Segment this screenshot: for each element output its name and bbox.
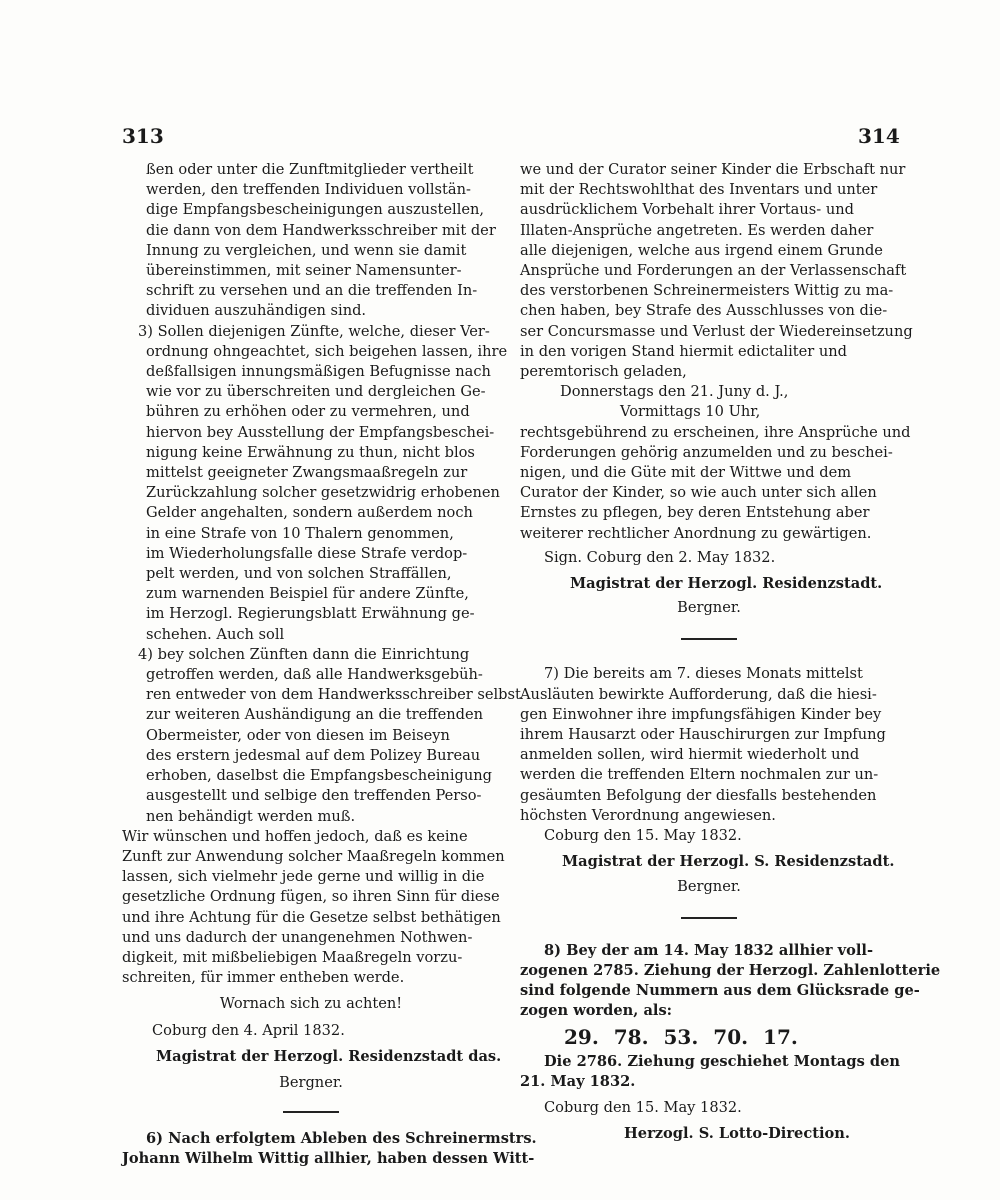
text-line: nigen, und die Güte mit der Wittwe und dem xyxy=(520,464,852,482)
paragraph-2-continuation xyxy=(122,160,500,322)
text-line: ordnung ohngeachtet, sich beigehen lassen, ihre xyxy=(146,342,508,360)
hearing-date: Donnerstags den 21. Juny d. J., xyxy=(560,383,789,401)
page-number-left: 313 xyxy=(122,124,164,148)
text-line: Gelder angehalten, sondern außerdem noch xyxy=(146,504,473,522)
lottery-numbers: 29. 78. 53. 70. 17. xyxy=(564,1024,798,1049)
text-line: zur weiteren Aushändigung an die treffenden xyxy=(146,706,483,724)
text-line: ren entweder von dem Handwerksschreiber selbst xyxy=(146,686,521,704)
text-line: rechtsgebührend zu erscheinen, ihre Ansprüche und xyxy=(520,423,911,441)
section-divider xyxy=(681,917,737,919)
text-line: mittelst geeigneter Zwangsmaaßregeln zur xyxy=(146,464,468,482)
text-line: gen Einwohner ihre impfungsfähigen Kinder bey xyxy=(520,705,882,723)
text-line: werden die treffenden Eltern nochmalen zur un- xyxy=(520,766,879,784)
text-line: zum warnenden Beispiel für andere Zünfte, xyxy=(146,585,469,603)
paragraph-4 xyxy=(122,645,521,827)
text-line: bühren zu erhöhen oder zu vermehren, und xyxy=(146,403,470,421)
closing-paragraph xyxy=(122,827,505,989)
text-line: hiervon bey Ausstellung der Empfangsbeschei- xyxy=(146,423,495,441)
dateline: Coburg den 4. April 1832. xyxy=(152,1021,345,1039)
text-line: im Wiederholungsfalle diese Strafe verdop- xyxy=(146,544,468,562)
authority-signature: Magistrat der Herzogl. Residenzstadt das. xyxy=(156,1047,502,1065)
section-divider xyxy=(283,1111,339,1113)
text-line: erhoben, daselbst die Empfangsbescheinigung xyxy=(146,767,492,785)
text-line: des verstorbenen Schreinermeisters Wittig zu ma- xyxy=(520,282,894,300)
text-line: ausgestellt und selbige den treffenden Perso- xyxy=(146,787,482,805)
text-line: Zunft zur Anwendung solcher Maaßregeln kommen xyxy=(122,847,505,865)
text-line: pelt werden, und von solchen Straffällen, xyxy=(146,565,452,583)
text-line: wie vor zu überschreiten und dergleichen Ge- xyxy=(146,383,486,401)
text-line: Forderungen gehörig anzumelden und zu beschei- xyxy=(520,443,893,461)
text-line: 3) Sollen diejenigen Zünfte, welche, dieser Ver- xyxy=(138,322,490,340)
text-line: sind folgende Nummern aus dem Glücksrade ge- xyxy=(520,982,920,1000)
text-line: 8) Bey der am 14. May 1832 allhier voll- xyxy=(544,941,874,959)
text-line: in den vorigen Stand hiermit edictaliter und xyxy=(520,342,848,360)
text-line: Zurückzahlung solcher gesetzwidrig erhobenen xyxy=(146,484,500,502)
text-line: schrift zu versehen und an die treffenden In- xyxy=(146,282,478,300)
paragraph-3 xyxy=(122,322,508,645)
text-line: deßfallsigen innungsmäßigen Befugnisse nach xyxy=(146,363,491,381)
text-line: nigung keine Erwähnung zu thun, nicht blos xyxy=(146,443,475,461)
dateline: Coburg den 15. May 1832. xyxy=(544,827,742,845)
text-line: Wir wünschen und hoffen jedoch, daß es keine xyxy=(122,827,468,845)
text-line: Johann Wilhelm Wittig allhier, haben dessen Witt- xyxy=(122,1150,535,1168)
next-drawing-note xyxy=(520,1052,898,1092)
text-line: Ansprüche und Forderungen an der Verlassenschaft xyxy=(520,262,907,280)
text-line: in eine Strafe von 10 Thalern genommen, xyxy=(146,524,454,542)
text-line: schehen. Auch soll xyxy=(146,625,285,643)
text-line: peremtorisch geladen, xyxy=(520,363,687,381)
text-line: 6) Nach erfolgtem Ableben des Schreinermstrs. xyxy=(146,1130,537,1148)
text-line: Innung zu vergleichen, und wenn sie damit xyxy=(146,241,467,259)
text-line: chen haben, bey Strafe des Ausschlusses von die- xyxy=(520,302,888,320)
paragraph-6-continuation xyxy=(520,160,913,382)
text-line: ihrem Hausarzt oder Hauschirurgen zur Impfung xyxy=(520,726,886,744)
text-line: im Herzogl. Regierungsblatt Erwähnung ge- xyxy=(146,605,475,623)
text-line: werden, den treffenden Individuen vollstän- xyxy=(146,181,471,199)
paragraph-7 xyxy=(520,664,898,826)
text-line: schreiten, für immer entheben werde. xyxy=(122,969,405,987)
text-line: übereinstimmen, mit seiner Namensunter- xyxy=(146,262,462,280)
text-line: des erstern jedesmal auf dem Polizey Bureau xyxy=(146,746,481,764)
right-column xyxy=(520,160,941,1144)
text-line: we und der Curator seiner Kinder die Erbschaft nur xyxy=(520,161,906,178)
hearing-time: Vormittags 10 Uhr, xyxy=(620,403,761,421)
dateline: Sign. Coburg den 2. May 1832. xyxy=(544,548,776,566)
text-line: dige Empfangsbescheinigungen auszustellen, xyxy=(146,201,485,219)
closing-formula: Wornach sich zu achten! xyxy=(219,995,403,1013)
text-line: 4) bey solchen Zünften dann die Einrichtung xyxy=(138,645,470,663)
text-line: und uns dadurch der unangenehmen Nothwen- xyxy=(122,928,473,946)
text-line: alle diejenigen, welche aus irgend einem Grunde xyxy=(520,241,883,259)
text-line: die dann von dem Handwerksschreiber mit der xyxy=(146,221,496,239)
text-line: getroffen werden, daß alle Handwerksgebüh- xyxy=(146,666,483,684)
paragraph-6-start xyxy=(122,1129,537,1169)
authority-signature: Magistrat der Herzogl. S. Residenzstadt. xyxy=(562,853,895,871)
text-line: 7) Die bereits am 7. dieses Monats mittelst xyxy=(544,665,863,683)
text-line: dividuen auszuhändigen sind. xyxy=(146,302,367,320)
text-line: ausdrücklichem Vorbehalt ihrer Vortaus- und xyxy=(520,201,854,219)
text-line: 21. May 1832. xyxy=(520,1072,636,1090)
text-line: mit der Rechtswohlthat des Inventars und unter xyxy=(520,181,878,199)
page-number-right: 314 xyxy=(858,124,900,148)
signer-name: Bergner. xyxy=(677,877,741,895)
text-line: Curator der Kinder, so wie auch unter sich allen xyxy=(520,484,877,502)
text-line: weiterer rechtlicher Anordnung zu gewärtigen. xyxy=(520,524,872,542)
text-line: lassen, sich vielmehr jede gerne und willig in die xyxy=(122,868,485,886)
text-line: Obermeister, oder von diesen im Beiseyn xyxy=(146,726,450,744)
text-line: Die 2786. Ziehung geschiehet Montags den xyxy=(544,1052,900,1070)
section-divider xyxy=(681,638,737,640)
signer-name: Bergner. xyxy=(677,599,741,617)
authority-signature: Herzogl. S. Lotto-Direction. xyxy=(624,1125,850,1143)
dateline: Coburg den 15. May 1832. xyxy=(544,1098,742,1116)
text-line: gesäumten Befolgung der diesfalls bestehenden xyxy=(520,786,877,804)
paragraph-6-summons xyxy=(520,423,911,544)
text-line: anmelden sollen, wird hiermit wiederholt und xyxy=(520,746,860,764)
text-line: nen behändigt werden muß. xyxy=(146,807,356,825)
text-line: ßen oder unter die Zunftmitglieder vertheilt xyxy=(146,161,474,178)
left-column xyxy=(122,160,537,1170)
text-line: Ernstes zu pflegen, bey deren Entstehung aber xyxy=(520,504,870,522)
text-line: höchsten Verordnung angewiesen. xyxy=(520,806,776,824)
authority-signature: Magistrat der Herzogl. Residenzstadt. xyxy=(570,575,883,593)
text-line: ser Concursmasse und Verlust der Wiedereinsetzung xyxy=(520,322,913,340)
text-line: digkeit, mit mißbeliebigen Maaßregeln vorzu- xyxy=(122,948,463,966)
text-line: Illaten-Ansprüche angetreten. Es werden daher xyxy=(520,221,874,239)
text-line: zogen worden, als: xyxy=(520,1002,673,1020)
text-line: Ausläuten bewirkte Aufforderung, daß die hiesi- xyxy=(520,685,877,703)
text-line: gesetzliche Ordnung fügen, so ihren Sinn für diese xyxy=(122,888,500,906)
text-line: und ihre Achtung für die Gesetze selbst bethätigen xyxy=(122,908,501,926)
signer-name: Bergner. xyxy=(279,1073,343,1091)
text-line: zogenen 2785. Ziehung der Herzogl. Zahlenlotterie xyxy=(520,961,941,979)
paragraph-8 xyxy=(520,941,941,1022)
